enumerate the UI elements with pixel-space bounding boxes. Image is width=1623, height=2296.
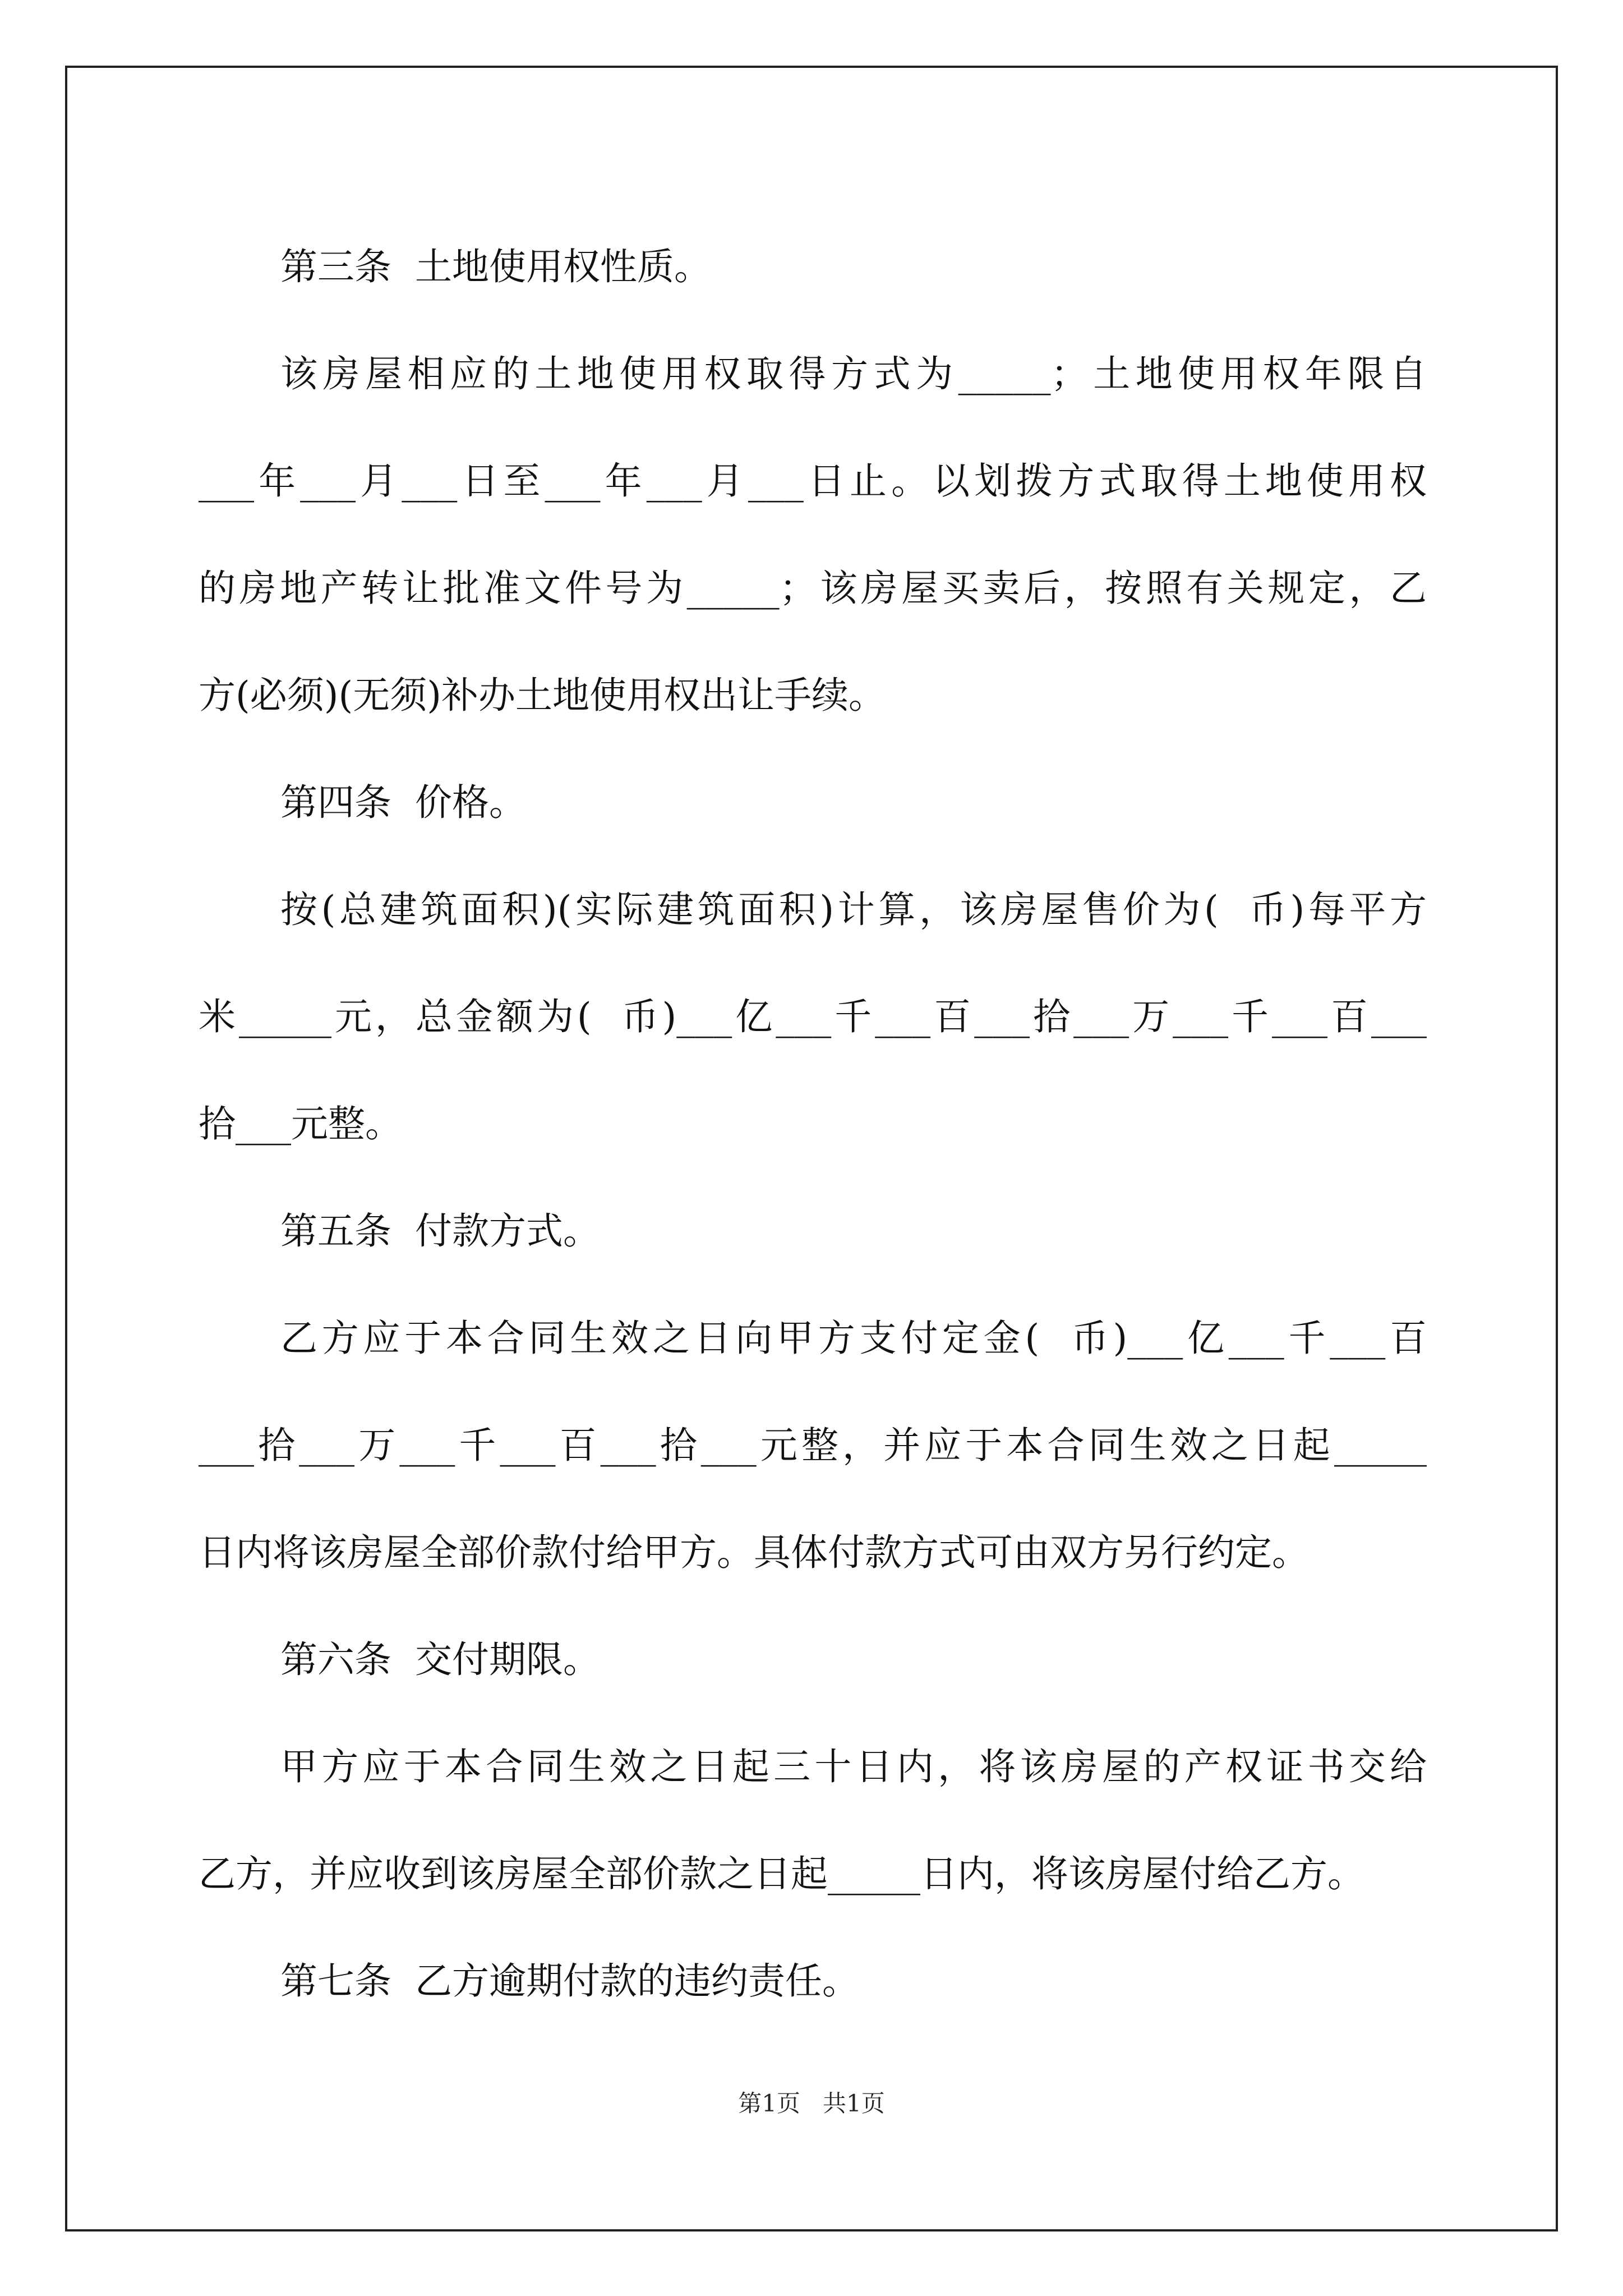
article-3-heading: 第三条 土地使用权性质。 [280,245,711,288]
article-7-heading: 第七条 乙方逾期付款的违约责任。 [280,1959,859,2003]
paragraph-line: 该房屋相应的土地使用权取得方式为_____；土地使用权年限自 [280,352,1427,395]
article-6-heading: 第六条 交付期限。 [280,1638,600,1681]
paragraph-line: ___年___月___日至___年___月___日止。以划拨方式取得土地使用权 [199,459,1427,503]
paragraph-line: 乙方应于本合同生效之日向甲方支付定金( 币)___亿___千___百 [280,1317,1427,1360]
article-5-heading: 第五条 付款方式。 [280,1209,600,1253]
paragraph-line: 拾___元整。 [199,1102,402,1145]
paragraph-line: 方(必须)(无须)补办土地使用权出让手续。 [199,674,886,717]
paragraph-line: 甲方应于本合同生效之日起三十日内，将该房屋的产权证书交给 [280,1745,1427,1788]
document-body [199,213,1427,2035]
page-number-footer: 第1页 共1页 [738,2090,885,2117]
paragraph-line: 按(总建筑面积)(实际建筑面积)计算，该房屋售价为( 币)每平方 [280,888,1427,931]
paragraph-line: ___拾___万___千___百___拾___元整，并应于本合同生效之日起_____ [199,1424,1427,1467]
paragraph-line: 米_____元，总金额为( 币)___亿___千___百___拾___万___千___百___ [199,995,1427,1038]
paragraph-line: 的房地产转让批准文件号为_____；该房屋买卖后，按照有关规定，乙 [199,567,1427,610]
paragraph-line: 乙方，并应收到该房屋全部价款之日起_____日内，将该房屋付给乙方。 [199,1852,1364,1895]
paragraph-line: 日内将该房屋全部价款付给甲方。具体付款方式可由双方另行约定。 [199,1531,1309,1574]
article-4-heading: 第四条 价格。 [280,781,526,824]
